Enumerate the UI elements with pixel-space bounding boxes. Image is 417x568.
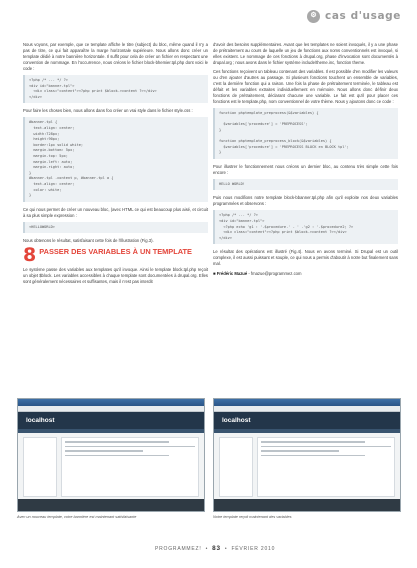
code-line: } <box>29 193 32 198</box>
figure-caption: Notre template reçoit maintenant des variables <box>213 515 292 519</box>
paragraph: Le système passe des variables aux templates qu'il invoque. Ainsi le template block.tpl.php reçoit un objet $block. Les variables accessibles à chaque template sont documentées à drupal.org. Elles sont généralement nécessaires et suffisantes, mais il n'est pas interdit <box>23 267 208 285</box>
section-label: cas d'usage <box>325 10 401 22</box>
code-line: function phptemplate_preprocess_block(&$variables) { <box>219 138 332 143</box>
code-line: <div class="content"><?php print $block->content ?></div> <box>29 89 157 94</box>
web-page <box>18 412 204 511</box>
paragraph: Le résultat des opérations est illustré (Fig.4). Nous en avons terminé. Si Drupal est un outil complexe, il est aussi puissant et souple, ce qui nous a permis d'aboutir à notre but finalement sans mal. <box>213 249 398 267</box>
paragraph: Pour illustrer le fonctionnement nous créons un dernier bloc, au contenu très simple cette fois encore : <box>213 163 398 175</box>
code-line: $variables['procedure'] = 'PREPROCESS BLOCK en BLOCK tpl'; <box>219 144 349 149</box>
code-line: </div> <box>29 94 42 99</box>
code-line: <div id="banner-tpl"> <box>29 83 75 88</box>
code-line: <div class="content"><?php print $block->content ?></div> <box>219 230 347 235</box>
paragraph: Ce qui nous permet de créer un nouveau bloc, (avec HTML ce qui est beaucoup plus aisé, et circuit à sa plus simple expression : <box>23 206 208 218</box>
code-line: <?php echo 'g1 : '.$procedure.' - ' .'g2 : '.$procedure2; ?> <box>219 224 354 229</box>
section-tag <box>307 9 401 23</box>
right-column <box>213 42 398 280</box>
magazine-name: PROGRAMMEZ! <box>155 546 202 552</box>
paragraph: Nous obtenons le résultat, satisfaisant cette fois de l'illustration (Fig.3). <box>23 238 154 244</box>
code-block <box>23 117 208 201</box>
code-line: <?php /* ... */ ?> <box>219 213 258 218</box>
site-body <box>214 433 400 501</box>
author-name: ■ Frédéric Mazué <box>213 271 248 277</box>
text-line <box>261 441 365 443</box>
code-line: color: white; <box>29 187 62 192</box>
code-line: margin-bottom: 5px; <box>29 148 75 153</box>
issue-date: FÉVRIER 2010 <box>231 546 276 552</box>
paragraph: Pour faire les choses bien, nous allons dans foo créer un vrai style dans le fichier style.css : <box>23 108 193 114</box>
code-line: text-align: center; <box>29 125 75 130</box>
code-block <box>213 179 398 191</box>
left-column <box>23 42 208 288</box>
code-block <box>213 108 398 159</box>
site-body <box>18 433 204 501</box>
code-block <box>213 210 398 244</box>
site-footer <box>18 499 204 511</box>
window-titlebar <box>214 399 400 406</box>
heading-number: 8 <box>23 244 37 267</box>
paragraph: d'avoir des besoins supplémentaires. Avant que les templates ne soient invoqués, il y a une phase de prétraitement au cours de laquelle un jeu de fonctions aux noms conventionnels est invoqué, si elles existent. Le nommage de ces fonctions à drupal.org, phase d'invocation sont documentés à drupal.org ; nous avons dans le fichier système include/theme.inc, fonction theme. <box>213 42 398 65</box>
footer-separator: • <box>224 546 228 552</box>
figure-caption: Avec un nouveau template, votre bannière est maintenant satisfaisante <box>17 515 137 519</box>
code-line: <?php /* ... */ ?> <box>29 78 68 82</box>
gear-icon: ⚙ <box>307 10 320 23</box>
site-header: localhost <box>214 412 400 429</box>
code-line: #banner-tpl .content p, #banner-tpl a { <box>29 176 114 181</box>
code-line: } <box>219 150 222 155</box>
screenshot-figure-4 <box>213 398 401 512</box>
code-line: } <box>219 127 222 132</box>
paragraph: Ces fonctions reçoivent un tableau contenant des variables. Il est possible d'en modifier les valeurs ou d'en ajouter d'autres au passage. Si plusieurs fonctions touchent un ensemble de variables, c'est la dernière fonction qui a raison. Une fois la phase de prétraitement terminée, le tableau est défait et les variables extraites individuellement en mémoire. Nous allons donc définir deux fonctions de prétraitement, déclarant chacune une variable. Le fait est qu'il pour placer ces fonctions est le template.php, nom conventionnel de votre thème. Nous y ajoutons donc ce code : <box>213 69 398 104</box>
text-line <box>261 446 391 448</box>
site-sidebar <box>23 437 57 497</box>
paragraph: Puis nous modifions notre template block-bbanner.tpl.php afin qu'il exploite nos deux variables programmées et observons : <box>213 195 398 207</box>
paragraph: Nous voyons, par exemple, que ce template affiche le titre (subject) du bloc, même quand il n'y a pas de titre, ce qui fait apparaître la marge horizontale supérieure. Nous allons donc créer un template dédié à notre bannière horizontale. Il suffit pour cela de créer un fichier en respectant une convention de nommage. En l'occurrence, nous créons le fichier block-bhemier.tpl.php dont voici le code : <box>23 42 208 71</box>
code-line: margin-right: auto; <box>29 165 75 170</box>
code-line: border:1px solid white; <box>29 142 84 147</box>
text-line <box>261 450 339 452</box>
code-line: <HELLOWORLD> <box>29 224 55 229</box>
text-line <box>65 455 169 457</box>
code-line: function phptemplate_preprocess(&$variables) { <box>219 111 319 115</box>
screenshot-figure-3 <box>17 398 205 512</box>
window-titlebar <box>18 399 204 406</box>
code-line: margin-top: 5px; <box>29 153 68 158</box>
text-line <box>261 455 365 457</box>
text-line <box>65 446 195 448</box>
code-block <box>23 75 208 103</box>
web-page <box>214 412 400 511</box>
author-email[interactable]: - fmazue@programmez.com <box>248 271 302 277</box>
code-line: HELLO WORLD! <box>219 181 245 186</box>
code-block <box>23 222 208 234</box>
code-line: #banner-tpl { <box>29 120 58 125</box>
code-line: $variables['procedure'] = 'PREPROCESS'; <box>219 122 308 127</box>
code-line: margin-left: auto; <box>29 159 73 164</box>
heading-title: PASSER DES VARIABLES À UN TEMPLATE <box>39 247 192 257</box>
site-main <box>61 437 199 497</box>
code-line: width:728px; <box>29 131 60 136</box>
text-line <box>65 441 169 443</box>
footer-separator: • <box>205 546 209 552</box>
site-footer <box>214 499 400 511</box>
text-line <box>65 450 143 452</box>
author-line <box>213 271 398 277</box>
site-sidebar <box>219 437 253 497</box>
site-header: localhost <box>18 412 204 429</box>
code-line: text-align: center; <box>29 181 75 186</box>
section-heading <box>23 244 208 267</box>
code-line: height:90px; <box>29 137 60 142</box>
page-number: 83 <box>212 545 221 552</box>
code-line: <div id="banner-tpl"> <box>219 218 265 223</box>
code-line: } <box>29 170 32 175</box>
page-footer <box>155 546 275 552</box>
site-main <box>257 437 395 497</box>
code-line: </div> <box>219 235 232 240</box>
